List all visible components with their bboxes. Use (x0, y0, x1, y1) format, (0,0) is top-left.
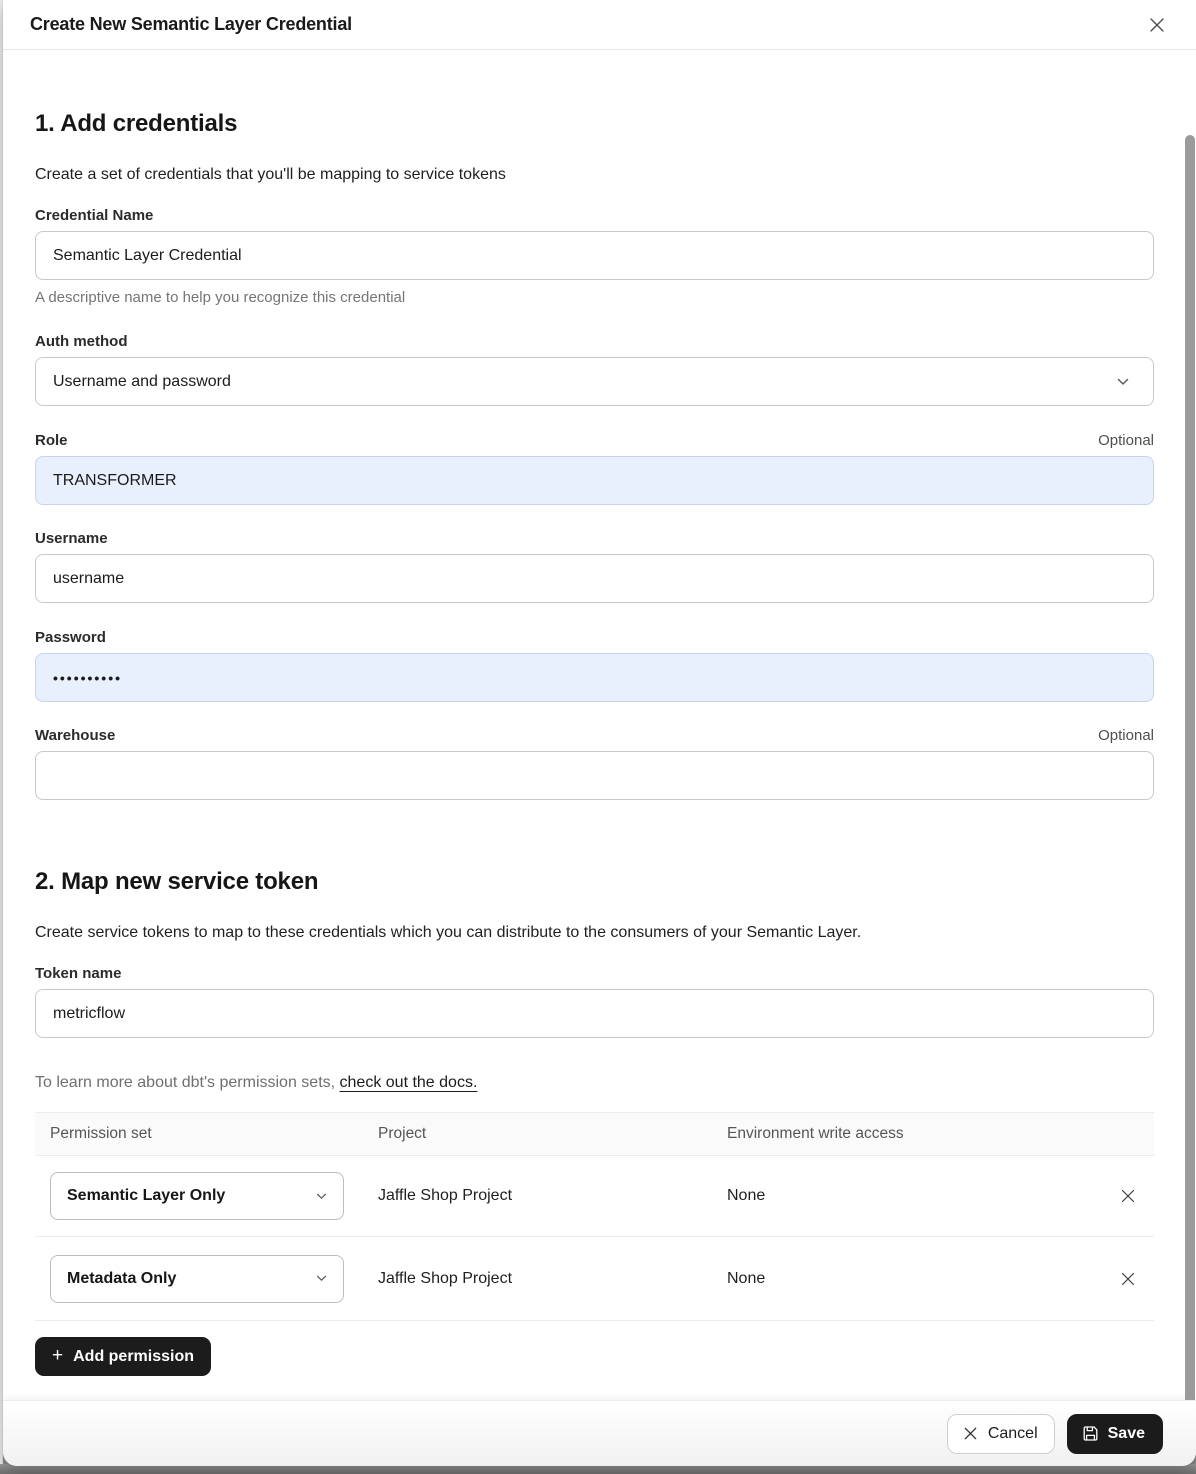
credentials-section-heading: 1. Add credentials (35, 110, 238, 137)
table-row (35, 1236, 1154, 1320)
column-header-environment-write-access: Environment write access (727, 1125, 904, 1142)
chevron-down-icon (1117, 378, 1129, 386)
warehouse-optional-badge: Optional (1098, 727, 1154, 744)
save-button[interactable] (1067, 1414, 1163, 1454)
modal-header (3, 0, 1196, 50)
cancel-label: Cancel (987, 1424, 1038, 1442)
token-section-heading: 2. Map new service token (35, 868, 319, 895)
permission-set-select[interactable] (50, 1255, 344, 1303)
close-button[interactable] (1146, 14, 1168, 36)
cancel-button[interactable] (947, 1414, 1055, 1454)
credential-name-label: Credential Name (35, 207, 154, 224)
x-icon (1119, 1270, 1137, 1288)
username-label: Username (35, 530, 108, 547)
docs-link[interactable]: check out the docs. (339, 1074, 478, 1091)
scrollbar-thumb[interactable] (1185, 135, 1195, 1400)
table-bottom-divider (35, 1320, 1154, 1321)
permission-set-value: Semantic Layer Only (67, 1187, 226, 1204)
role-input[interactable] (35, 456, 1154, 505)
warehouse-input[interactable] (35, 751, 1154, 800)
docs-note-text: To learn more about dbt's permission sets, (35, 1074, 340, 1091)
column-header-project: Project (378, 1125, 427, 1142)
chevron-down-icon (316, 1275, 327, 1282)
project-cell: Jaffle Shop Project (378, 1269, 513, 1287)
warehouse-label: Warehouse (35, 727, 116, 744)
password-input[interactable] (35, 653, 1154, 702)
floppy-disk-icon (1082, 1425, 1099, 1442)
add-permission-label: Add permission (73, 1347, 195, 1365)
table-row (35, 1156, 1154, 1236)
modal-footer (3, 1400, 1196, 1466)
credential-name-helper: A descriptive name to help you recognize this credential (35, 289, 406, 306)
chevron-down-icon (316, 1193, 327, 1200)
column-header-permission-set: Permission set (50, 1125, 152, 1142)
modal-body (3, 50, 1196, 1400)
role-optional-badge: Optional (1098, 432, 1154, 449)
create-credential-modal (3, 0, 1196, 1466)
token-section-description: Create service tokens to map to these credentials which you can distribute to the consumers of your Semantic Layer. (35, 924, 862, 941)
token-name-input[interactable] (35, 989, 1154, 1038)
auth-method-select[interactable] (35, 357, 1154, 406)
x-icon (962, 1425, 979, 1442)
remove-permission-button[interactable] (1110, 1261, 1146, 1297)
project-cell: Jaffle Shop Project (378, 1187, 513, 1204)
permissions-table (35, 1112, 1154, 1321)
add-permission-button[interactable] (35, 1337, 211, 1376)
password-label: Password (35, 629, 106, 646)
role-label-row (35, 431, 1154, 451)
permissions-table-header (35, 1112, 1154, 1156)
auth-method-value: Username and password (53, 372, 231, 390)
permission-set-select[interactable] (50, 1172, 344, 1220)
credentials-section-description: Create a set of credentials that you'll be mapping to service tokens (35, 166, 506, 183)
environment-write-access-cell: None (727, 1187, 766, 1204)
docs-note (35, 1072, 1154, 1093)
modal-title: Create New Semantic Layer Credential (30, 14, 352, 34)
remove-permission-button[interactable] (1110, 1178, 1146, 1214)
auth-method-label: Auth method (35, 333, 128, 350)
username-input[interactable] (35, 554, 1154, 603)
credential-name-input[interactable] (35, 231, 1154, 280)
warehouse-label-row (35, 726, 1154, 746)
plus-icon: + (52, 1345, 64, 1366)
token-name-label: Token name (35, 965, 122, 982)
save-label: Save (1107, 1424, 1145, 1442)
permission-set-value: Metadata Only (67, 1269, 177, 1287)
role-label: Role (35, 432, 68, 449)
close-icon (1146, 14, 1168, 36)
x-icon (1119, 1187, 1137, 1205)
environment-write-access-cell: None (727, 1269, 766, 1287)
